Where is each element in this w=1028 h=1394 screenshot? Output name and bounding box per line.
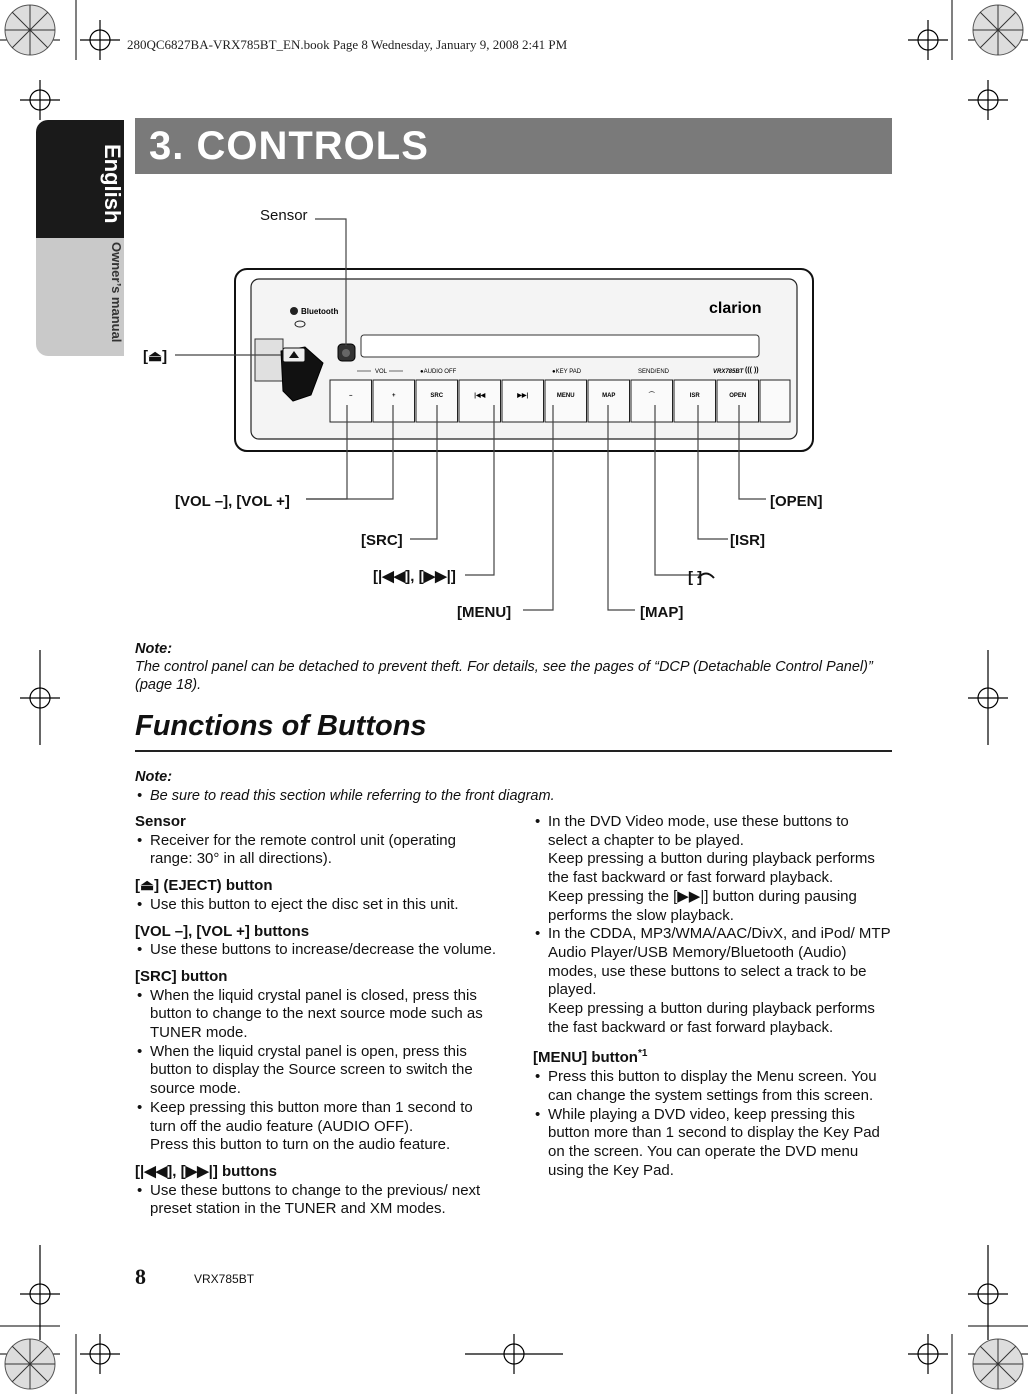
label-skip: [|◀◀], [▶▶|]: [373, 568, 456, 585]
panel-button-open: [717, 380, 759, 422]
footer-model: VRX785BT: [194, 1272, 255, 1286]
panel-button-isr: [674, 380, 716, 422]
label-open: [OPEN]: [770, 493, 823, 510]
section-title: Functions of Buttons: [135, 710, 427, 742]
panel-button-next: [502, 380, 544, 422]
panel-button-vol-minus: [330, 380, 372, 422]
src-bullet-2: • When the liquid crystal panel is open, press this button to display the Source screen to switch the source mode.: [135, 1043, 497, 1099]
vol-bullet: • Use these buttons to increase/decrease the volume.: [135, 941, 497, 960]
label-src: [SRC]: [361, 532, 403, 549]
right-column: [533, 813, 892, 1180]
left-column: [135, 813, 497, 1219]
panel-button-phone: [631, 380, 673, 422]
panel-button-label-open: OPEN: [729, 393, 747, 399]
cdda-bullet-cont: Keep pressing a button during playback performs the fast backward or fast forward playback.: [548, 1000, 875, 1036]
bluetooth-icon: [290, 307, 298, 315]
vol-heading: [VOL –], [VOL +] buttons: [135, 922, 310, 940]
section-rule: [135, 750, 892, 752]
sensor-icon: [342, 349, 350, 357]
sensor-heading: Sensor: [135, 813, 186, 830]
panel-button-row: [330, 380, 790, 422]
eject-bullet: • Use this button to eject the disc set in this unit.: [135, 896, 497, 915]
src-bullet-3-cont: Press this button to turn on the audio feature.: [150, 1136, 451, 1154]
brand-logo: clarion: [709, 300, 762, 317]
panel-button-menu: [545, 380, 587, 422]
panel-button-label-src: SRC: [430, 393, 444, 399]
menu-bullet-1: • Press this button to display the Menu screen. You can change the system settings from this screen.: [533, 1068, 892, 1105]
side-tab-manual-label: Owner’s manual: [109, 242, 124, 343]
skip-bullet: • Use these buttons to change to the previous/ next preset station in the TUNER and XM modes.: [135, 1182, 497, 1219]
panel-button-vol-plus: [373, 380, 415, 422]
side-tab-english-label: English: [100, 144, 125, 224]
label-sensor: Sensor: [260, 207, 308, 224]
menu-heading-text: [MENU] button: [533, 1049, 638, 1067]
src-bullet-3: • Keep pressing this button more than 1 second to turn off the audio feature (AUDIO OFF).: [135, 1099, 497, 1136]
panel-button-label-vol-plus: +: [391, 393, 396, 399]
chapter-title-bar: [135, 118, 892, 174]
sensor-bullet: • Receiver for the remote control unit (operating range: 30° in all directions).: [135, 832, 497, 869]
panel-label-key-pad: ●KEY PAD: [552, 369, 582, 375]
front-panel-diagram: [135, 195, 892, 630]
panel-button-label-map: MAP: [602, 393, 616, 399]
panel-button-map: [588, 380, 630, 422]
file-header: 280QC6827BA-VRX785BT_EN.book Page 8 Wednesday, January 9, 2008 2:41 PM: [127, 37, 568, 52]
disc-slot: [361, 335, 759, 357]
label-phone: [ ]: [688, 569, 703, 586]
registration-mark-top: [20, 20, 1008, 120]
label-vol: [VOL –], [VOL +]: [175, 493, 290, 510]
page-number: 8: [135, 1264, 146, 1289]
panel-label-audio-off: ●AUDIO OFF: [420, 369, 457, 375]
src-heading: [SRC] button: [135, 967, 228, 985]
label-map: [MAP]: [640, 604, 684, 621]
panel-release-tab: [255, 339, 283, 381]
dvd-bullet-cont-1: Keep pressing a button during playback performs the fast backward or fast forward playback.: [548, 850, 875, 887]
panel-button-label-phone: ⌒: [648, 393, 655, 399]
panel-label-send-end: SEND/END: [638, 369, 670, 375]
eject-heading: [⏏] (EJECT) button: [135, 877, 273, 895]
label-eject: [⏏]: [143, 348, 168, 365]
src-bullet-1: • When the liquid crystal panel is closed, press this button to change to the next source mode such as TUNER mode.: [135, 987, 497, 1043]
label-menu: [MENU]: [457, 604, 512, 621]
panel-label-vol: VOL: [375, 369, 388, 375]
cdda-bullet: • In the CDDA, MP3/WMA/AAC/DivX, and iPod/ MTP Audio Player/USB Memory/Bluetooth (Audio) modes, use these buttons to select a track to be played.: [533, 925, 892, 1000]
label-isr: [ISR]: [730, 532, 765, 549]
chapter-title: 3. CONTROLS: [149, 124, 429, 168]
panel-button-label-isr: ISR: [689, 393, 700, 399]
panel-button-label-prev: |◀◀: [474, 393, 486, 399]
menu-bullet-2: • While playing a DVD video, keep pressing this button more than 1 second to display the Key Pad on the screen. You can operate the DVD menu using the Key Pad.: [533, 1106, 892, 1181]
panel-button-label-next: ▶▶|: [517, 393, 529, 399]
dvd-bullet-cont-2: Keep pressing the [▶▶|] button during pausing performs the slow playback.: [548, 887, 857, 924]
note-label: Note:: [135, 769, 173, 785]
panel-button-blank: [760, 380, 790, 422]
dvd-bullet: • In the DVD Video mode, use these buttons to select a chapter to be played.: [533, 813, 892, 850]
panel-button-label-menu: MENU: [556, 393, 575, 399]
skip-heading: [|◀◀], [▶▶|] buttons: [135, 1162, 278, 1180]
bluetooth-logo: Bluetooth: [301, 307, 339, 316]
note-label: Note:: [135, 641, 173, 657]
menu-footnote-mark: *1: [637, 1048, 648, 1060]
xm-logo: ((( )): [745, 367, 759, 374]
note-front-diagram: [135, 768, 892, 806]
note-bullet: • Be sure to read this section while referring to the front diagram.: [135, 787, 892, 806]
menu-heading: [533, 1045, 892, 1068]
note-text: The control panel can be detached to prevent theft. For details, see the pages of “DCP (Detachable Control Panel)” (page 18).: [135, 659, 873, 693]
panel-button-label-vol-minus: –: [349, 393, 353, 399]
panel-model: VRX785BT: [713, 369, 744, 375]
registration-mark-bottom: [20, 1245, 1008, 1374]
note-detachable-panel: [135, 640, 892, 694]
